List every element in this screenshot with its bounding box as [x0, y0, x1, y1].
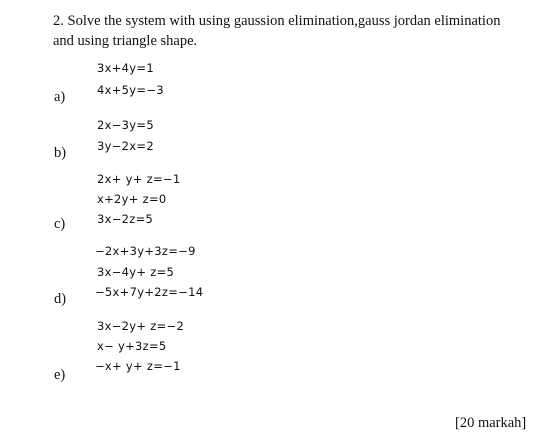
question-text: 2. Solve the system with using gaussion elimination,gauss jordan elimination and using triangle shape. [53, 13, 501, 49]
equation-a-1: 3x+4y=1 [97, 61, 154, 75]
part-label-d: d) [54, 291, 67, 307]
equation-d-1: −2x+3y+3z=−9 [95, 244, 196, 258]
part-label-e: e) [54, 367, 66, 383]
equation-c-1: 2x+ y+ z=−1 [97, 172, 181, 186]
equation-d-3: −5x+7y+2z=−14 [95, 285, 204, 299]
equation-e-1: 3x−2y+ z=−2 [97, 319, 185, 333]
equation-e-3: −x+ y+ z=−1 [95, 359, 181, 373]
part-label-a: a) [54, 89, 66, 105]
equation-c-2: x+2y+ z=0 [97, 192, 167, 206]
equation-a-2: 4x+5y=−3 [97, 83, 164, 97]
equation-c-3: 3x−2z=5 [97, 212, 154, 226]
equation-b-2: 3y−2x=2 [97, 139, 154, 153]
marks-label: [20 markah] [455, 415, 527, 431]
part-label-b: b) [54, 145, 67, 161]
equation-d-2: 3x−4y+ z=5 [97, 265, 175, 279]
part-label-c: c) [54, 216, 66, 232]
equation-e-2: x− y+3z=5 [97, 339, 167, 353]
equation-b-1: 2x−3y=5 [97, 118, 154, 132]
